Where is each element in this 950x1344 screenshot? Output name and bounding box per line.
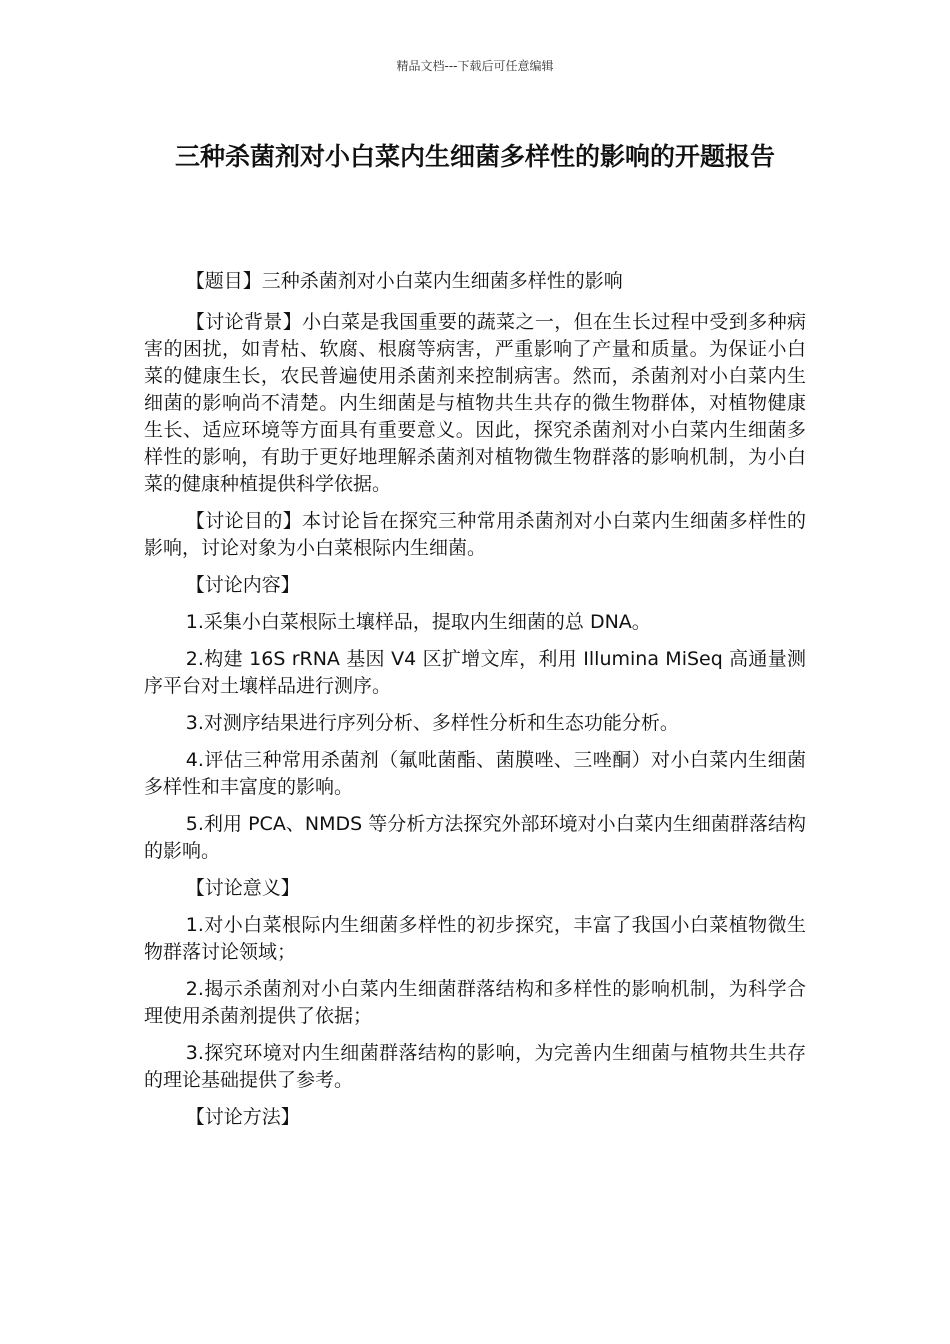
significance-item-2: 2.揭示杀菌剂对小白菜内生细菌群落结构和多样性的影响机制，为科学合理使用杀菌剂提供了依据； [144, 978, 806, 1027]
document-title: 三种杀菌剂对小白菜内生细菌多样性的影响的开题报告 [174, 142, 775, 171]
significance-item-3: 3.探究环境对内生细菌群落结构的影响，为完善内生细菌与植物共生共存的理论基础提供了参考。 [144, 1042, 806, 1091]
content-item-3: 3.对测序结果进行序列分析、多样性分析和生态功能分析。 [185, 712, 679, 734]
topic-paragraph: 【题目】三种杀菌剂对小白菜内生细菌多样性的影响 [185, 270, 623, 292]
document-body [144, 268, 806, 1141]
background-paragraph: 【讨论背景】小白菜是我国重要的蔬菜之一，但在生长过程中受到多种病害的困扰，如青枯、软腐、根腐等病害，严重影响了产量和质量。为保证小白菜的健康生长，农民普遍使用杀菌剂来控制病害。然而，杀菌剂对小白菜内生细菌的影响尚不清楚。内生细菌是与植物共生共存的微生物群体，对植物健康生长、适应环境等方面具有重要意义。因此，探究杀菌剂对小白菜内生细菌多样性的影响，有助于更好地理解杀菌剂对植物微生物群落的影响机制，为小白菜的健康种植提供科学依据。 [144, 311, 806, 495]
content-item-2: 2.构建 16S rRNA 基因 V4 区扩增文库，利用 Illumina MiSeq 高通量测序平台对土壤样品进行测序。 [144, 648, 806, 697]
header-note: 精品文档---下载后可任意编辑 [396, 59, 554, 73]
significance-item-1: 1.对小白菜根际内生细菌多样性的初步探究，丰富了我国小白菜植物微生物群落讨论领域； [144, 914, 806, 963]
content-item-5: 5.利用 PCA、NMDS 等分析方法探究外部环境对小白菜内生细菌群落结构的影响。 [144, 813, 806, 862]
content-item-1: 1.采集小白菜根际土壤样品，提取内生细菌的总 DNA。 [185, 611, 651, 633]
content-heading: 【讨论内容】 [185, 574, 300, 596]
content-item-4: 4.评估三种常用杀菌剂（氟吡菌酯、菌膜唑、三唑酮）对小白菜内生细菌多样性和丰富度的影响。 [144, 749, 806, 798]
significance-heading: 【讨论意义】 [185, 877, 300, 899]
purpose-paragraph: 【讨论目的】本讨论旨在探究三种常用杀菌剂对小白菜内生细菌多样性的影响，讨论对象为小白菜根际内生细菌。 [144, 510, 806, 559]
methods-heading: 【讨论方法】 [185, 1106, 300, 1128]
